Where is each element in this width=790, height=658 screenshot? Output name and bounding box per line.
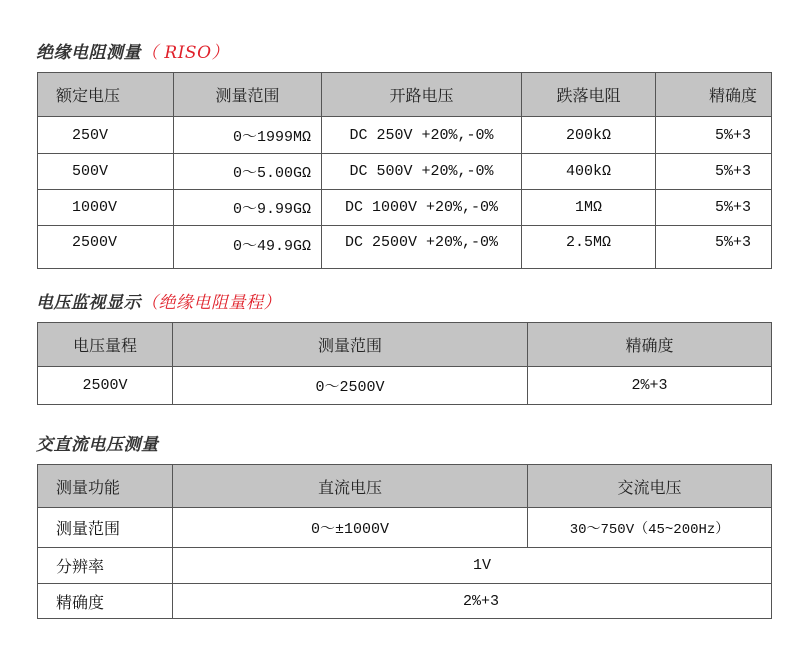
cell-measure-range: 0～9.99GΩ bbox=[174, 190, 322, 226]
section-title-insulation-resistance bbox=[36, 38, 229, 63]
cell-open-circuit-voltage: DC 250V +20%,-0% bbox=[322, 117, 522, 154]
header-dc-voltage: 直流电压 bbox=[173, 465, 528, 508]
section-title-accent: （ RISO） bbox=[141, 43, 230, 63]
cell-open-circuit-voltage: DC 500V +20%,-0% bbox=[322, 154, 522, 190]
ac-dc-voltage-table bbox=[37, 464, 772, 619]
voltage-monitor-table bbox=[37, 322, 772, 405]
cell-measure-range: 0～5.00GΩ bbox=[174, 154, 322, 190]
cell-dc-range: 0～±1000V bbox=[173, 508, 528, 548]
table-row bbox=[38, 117, 772, 154]
header-accuracy: 精确度 bbox=[656, 73, 772, 117]
table-row bbox=[38, 190, 772, 226]
table-row bbox=[38, 154, 772, 190]
header-drop-resistance: 跌落电阻 bbox=[522, 73, 656, 117]
cell-rated-voltage: 250V bbox=[38, 117, 174, 154]
cell-voltage-range: 2500V bbox=[38, 367, 173, 405]
cell-measure-range: 0～1999MΩ bbox=[174, 117, 322, 154]
cell-accuracy: 5%+3 bbox=[656, 226, 772, 269]
cell-row-label: 测量范围 bbox=[38, 508, 173, 548]
header-rated-voltage: 额定电压 bbox=[38, 73, 174, 117]
table-row bbox=[38, 367, 772, 405]
insulation-resistance-table bbox=[37, 72, 772, 269]
section-title-accent: （绝缘电阻量程） bbox=[141, 293, 281, 313]
cell-open-circuit-voltage: DC 1000V +20%,-0% bbox=[322, 190, 522, 226]
header-measure-function: 测量功能 bbox=[38, 465, 173, 508]
cell-resolution: 1V bbox=[173, 548, 772, 584]
cell-accuracy: 2%+3 bbox=[173, 584, 772, 619]
section-title-text: 交直流电压测量 bbox=[36, 435, 159, 455]
header-ac-voltage: 交流电压 bbox=[528, 465, 772, 508]
cell-accuracy: 5%+3 bbox=[656, 117, 772, 154]
cell-drop-resistance: 2.5MΩ bbox=[522, 226, 656, 269]
cell-rated-voltage: 1000V bbox=[38, 190, 174, 226]
table-header-row bbox=[38, 73, 772, 117]
cell-ac-range: 30～750V（45~200Hz） bbox=[528, 508, 772, 548]
table-row bbox=[38, 226, 772, 269]
cell-drop-resistance: 1MΩ bbox=[522, 190, 656, 226]
cell-measure-range: 0～2500V bbox=[173, 367, 528, 405]
header-accuracy: 精确度 bbox=[528, 323, 772, 367]
cell-rated-voltage: 500V bbox=[38, 154, 174, 190]
section-title-voltage-monitor bbox=[36, 288, 281, 313]
cell-measure-range: 0～49.9GΩ bbox=[174, 226, 322, 269]
cell-drop-resistance: 400kΩ bbox=[522, 154, 656, 190]
table-row bbox=[38, 548, 772, 584]
cell-drop-resistance: 200kΩ bbox=[522, 117, 656, 154]
table-row bbox=[38, 508, 772, 548]
section-title-ac-dc-voltage bbox=[36, 430, 159, 455]
cell-row-label: 分辨率 bbox=[38, 548, 173, 584]
table-row bbox=[38, 584, 772, 619]
section-title-text: 绝缘电阻测量 bbox=[36, 43, 141, 63]
header-voltage-range: 电压量程 bbox=[38, 323, 173, 367]
header-measure-range: 测量范围 bbox=[173, 323, 528, 367]
table-header-row bbox=[38, 465, 772, 508]
cell-accuracy: 5%+3 bbox=[656, 154, 772, 190]
cell-row-label: 精确度 bbox=[38, 584, 173, 619]
table-header-row bbox=[38, 323, 772, 367]
section-title-text: 电压监视显示 bbox=[36, 293, 141, 313]
header-open-circuit-voltage: 开路电压 bbox=[322, 73, 522, 117]
cell-accuracy: 2%+3 bbox=[528, 367, 772, 405]
cell-accuracy: 5%+3 bbox=[656, 190, 772, 226]
cell-open-circuit-voltage: DC 2500V +20%,-0% bbox=[322, 226, 522, 269]
header-measure-range: 测量范围 bbox=[174, 73, 322, 117]
cell-rated-voltage: 2500V bbox=[38, 226, 174, 269]
